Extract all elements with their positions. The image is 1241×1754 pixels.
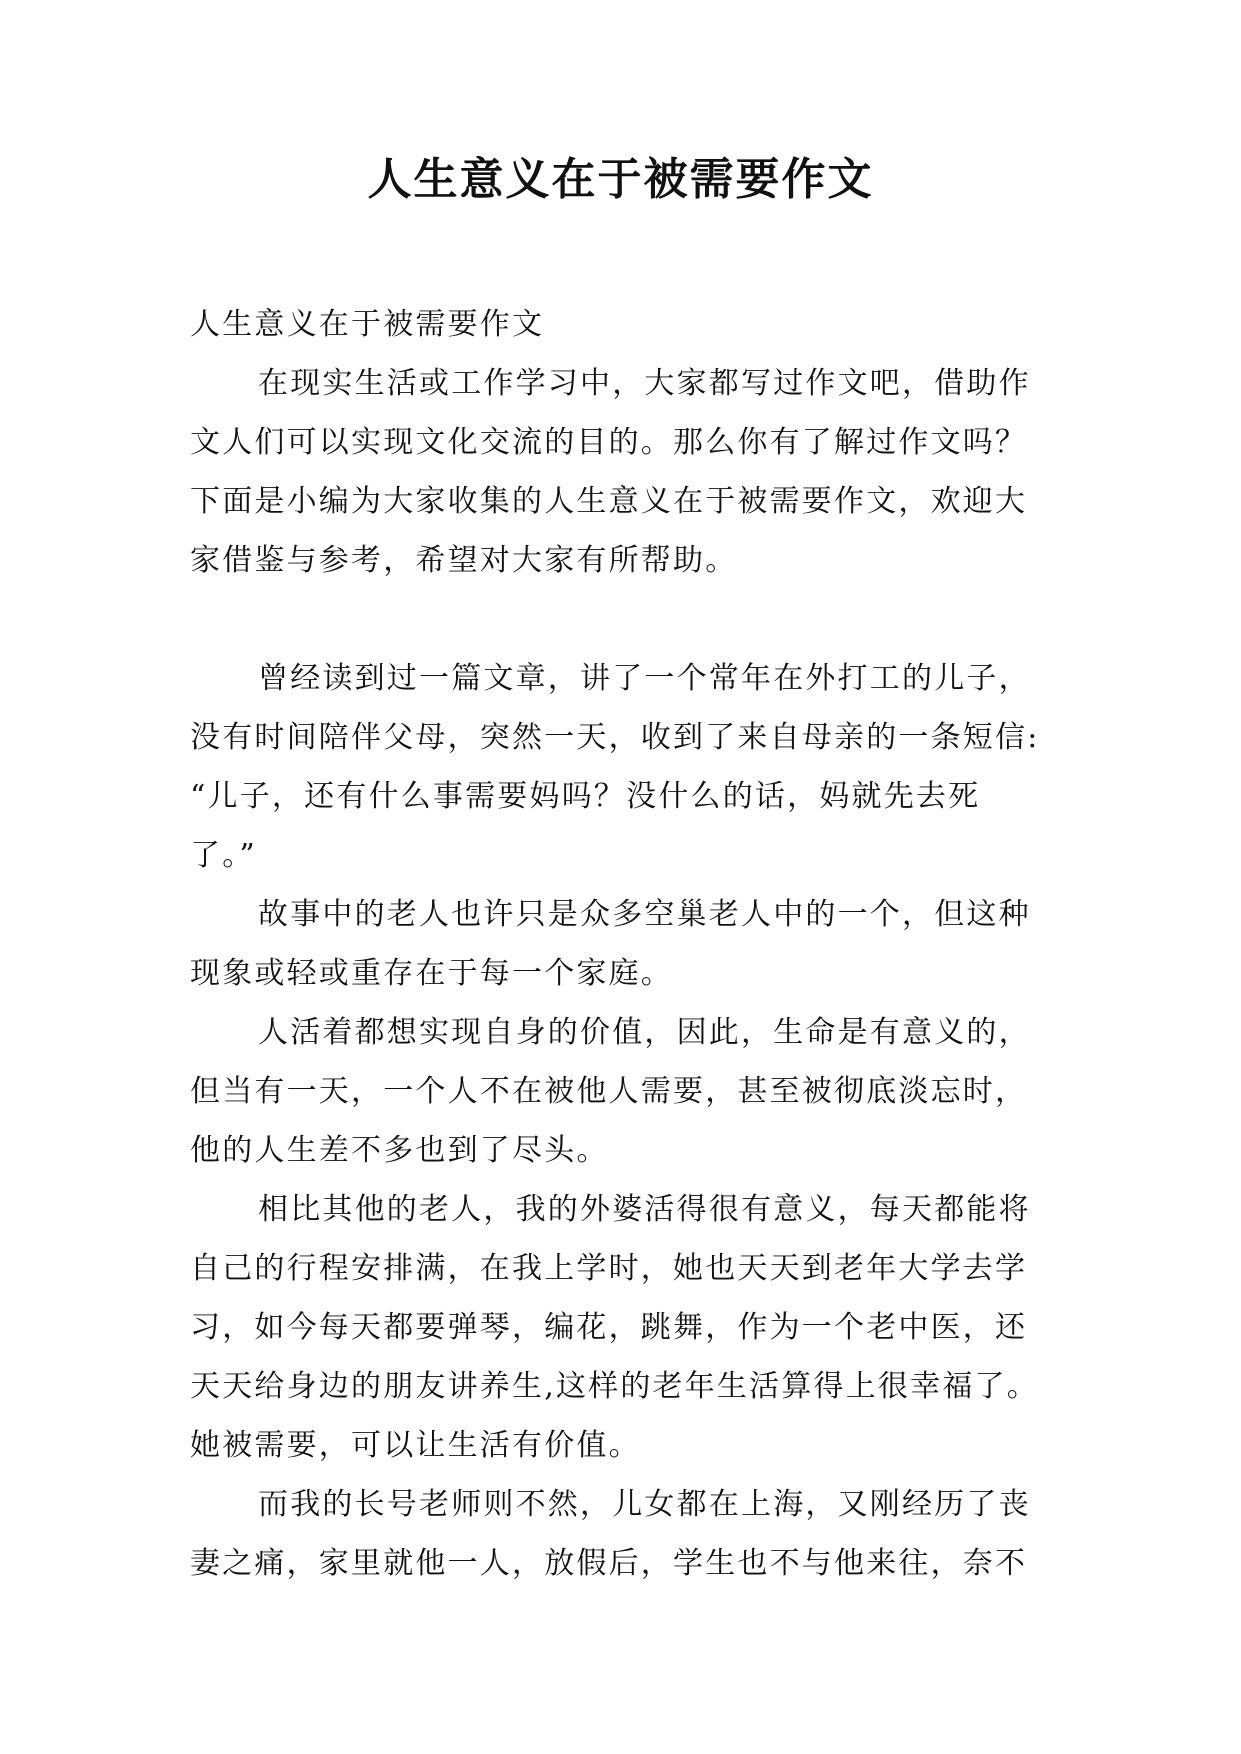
text-line: 她被需要，可以让生活有价值。 <box>190 1428 641 1463</box>
paragraph-4 <box>190 1003 1060 1180</box>
text-line: 没有时间陪伴父母，突然一天，收到了来自母亲的一条短信: <box>190 720 1040 755</box>
text-line: 妻之痛，家里就他一人，放假后，学生也不与他来往，奈不 <box>190 1546 1028 1581</box>
text-line: 现象或轻或重存在于每一个家庭。 <box>190 956 673 991</box>
paragraph-6 <box>190 1475 1060 1593</box>
text-line: 故事中的老人也许只是众多空巢老人中的一个，但这种 <box>258 897 1031 932</box>
text-line: 自己的行程安排满，在我上学时，她也天天到老年大学去学 <box>190 1251 1028 1286</box>
text-line: 下面是小编为大家收集的人生意义在于被需要作文，欢迎大 <box>190 484 1028 519</box>
text-line: 在现实生活或工作学习中，大家都写过作文吧，借助作 <box>258 366 1031 401</box>
paragraph-2 <box>190 649 1060 885</box>
text-line: 人活着都想实现自身的价值，因此，生命是有意义的， <box>258 1015 1031 1050</box>
document-title: 人生意义在于被需要作文 <box>367 154 874 205</box>
text-line: 习，如今每天都要弹琴，编花，跳舞，作为一个老中医，还 <box>190 1310 1028 1345</box>
document-subtitle: 人生意义在于被需要作文 <box>190 307 545 342</box>
text-line: 相比其他的老人，我的外婆活得很有意义，每天都能将 <box>258 1192 1031 1227</box>
text-line: 文人们可以实现文化交流的目的。那么你有了解过作文吗？ <box>190 425 1028 460</box>
document-body <box>190 295 1060 1593</box>
text-line: 天天给身边的朋友讲养生,这样的老年生活算得上很幸福了。 <box>190 1369 1039 1404</box>
text-line: “儿子，还有什么事需要妈吗？没什么的话，妈就先去死 <box>190 779 981 814</box>
paragraph-3 <box>190 885 1060 1003</box>
text-line: 而我的长号老师则不然，儿女都在上海，又刚经历了丧 <box>258 1487 1031 1522</box>
paragraph-5 <box>190 1180 1060 1475</box>
text-line: 但当有一天，一个人不在被他人需要，甚至被彻底淡忘时， <box>190 1074 1028 1109</box>
text-line: 曾经读到过一篇文章，讲了一个常年在外打工的儿子， <box>258 661 1031 696</box>
text-line: 了。” <box>190 838 257 873</box>
text-line: 家借鉴与参考，希望对大家有所帮助。 <box>190 543 738 578</box>
paragraph-gap <box>190 590 1060 649</box>
paragraph-1 <box>190 354 1060 590</box>
text-line: 他的人生差不多也到了尽头。 <box>190 1133 609 1168</box>
